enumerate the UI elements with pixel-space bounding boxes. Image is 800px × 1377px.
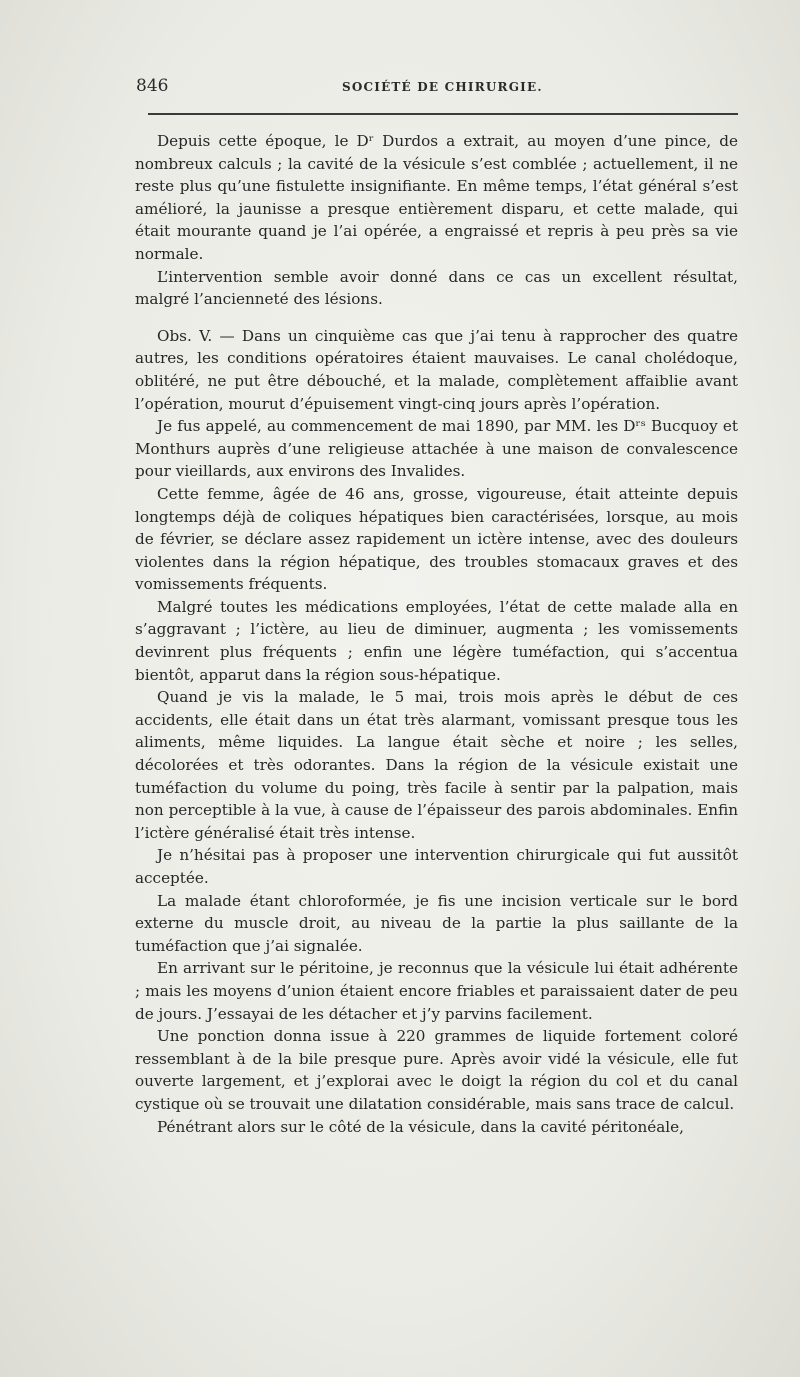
paragraph: Je n’hésitai pas à proposer une intervention chirurgicale qui fut aussitôt acceptée. <box>135 846 738 887</box>
paragraph: Depuis cette époque, le Dʳ Durdos a extrait, au moyen d’une pince, de nombreux calculs ; la cavité de la vésicule s’est comblée ; actuellement, il ne reste plus qu’une fistulette insignifiante. En même temps, l’état général s’est amélioré, la jaunisse a presque entièrement disparu, et cette malade, qui était mourante quand je l’ai opérée, a engraissé et repris à peu près sa vie normale. <box>135 132 738 263</box>
body-text <box>135 130 738 1138</box>
page-number: 846 <box>136 76 169 96</box>
paragraph: En arrivant sur le péritoine, je reconnus que la vésicule lui était adhérente ; mais les moyens d’union étaient encore friables et paraissaient dater de peu de jours. J’essayai de les détacher et j’y parvins facilement. <box>135 959 738 1023</box>
paragraph-observation-v: Obs. V. — Dans un cinquième cas que j’ai tenu à rapprocher des quatre autres, les conditions opératoires étaient mauvaises. Le canal cholédoque, oblitéré, ne put être débouché, et la malade, complètement affaiblie avant l’opération, mourut d’épuisement vingt-cinq jours après l’opération. <box>135 326 738 413</box>
paragraph: Je fus appelé, au commencement de mai 1890, par MM. les Dʳˢ Bucquoy et Monthurs auprès d’une religieuse attachée à une maison de convalescence pour vieillards, aux environs des Invalides. <box>135 417 738 481</box>
paragraph: Une ponction donna issue à 220 grammes de liquide fortement coloré ressemblant à de la bile presque pure. Après avoir vidé la vésicule, elle fut ouverte largement, et j’explorai avec le doigt la région du col et du canal cystique où se trouvait une dilatation considérable, mais sans trace de calcul. <box>135 1027 738 1113</box>
header-rule <box>148 113 738 115</box>
paragraph: Cette femme, âgée de 46 ans, grosse, vigoureuse, était atteinte depuis longtemps déjà de coliques hépatiques bien caractérisées, lorsque, au mois de février, se déclare assez rapidement un ictère intense, avec des douleurs violentes dans la région hépatique, des troubles stomacaux graves et des vomissements fréquents. <box>135 484 738 594</box>
page-header <box>136 76 736 100</box>
running-title: SOCIÉTÉ DE CHIRURGIE. <box>342 80 543 94</box>
paragraph: La malade étant chloroformée, je fis une incision verticale sur le bord externe du muscle droit, au niveau de la partie la plus saillante de la tuméfaction que j’ai signalée. <box>135 891 738 955</box>
paragraph: L’intervention semble avoir donné dans ce cas un excellent résultat, malgré l’ancienneté des lésions. <box>135 267 738 309</box>
paragraph: Quand je vis la malade, le 5 mai, trois mois après le début de ces accidents, elle était dans un état très alarmant, vomissant presque tous les aliments, même liquides. La langue était sèche et noire ; les selles, décolorées et très odorantes. Dans la région de la vésicule existait une tuméfaction du volume du poing, très facile à sentir par la palpation, mais non perceptible à la vue, à cause de l’épaisseur des parois abdominales. Enfin l’ictère généralisé était très intense. <box>135 688 738 842</box>
paragraph: Malgré toutes les médications employées, l’état de cette malade alla en s’aggravant ; l’ictère, au lieu de diminuer, augmenta ; les vomissements devinrent plus fréquents ; enfin une légère tuméfaction, qui s’accentua bientôt, apparut dans la région sous-hépatique. <box>135 597 738 684</box>
paragraph: Pénétrant alors sur le côté de la vésicule, dans la cavité péritonéale, <box>157 1117 684 1136</box>
